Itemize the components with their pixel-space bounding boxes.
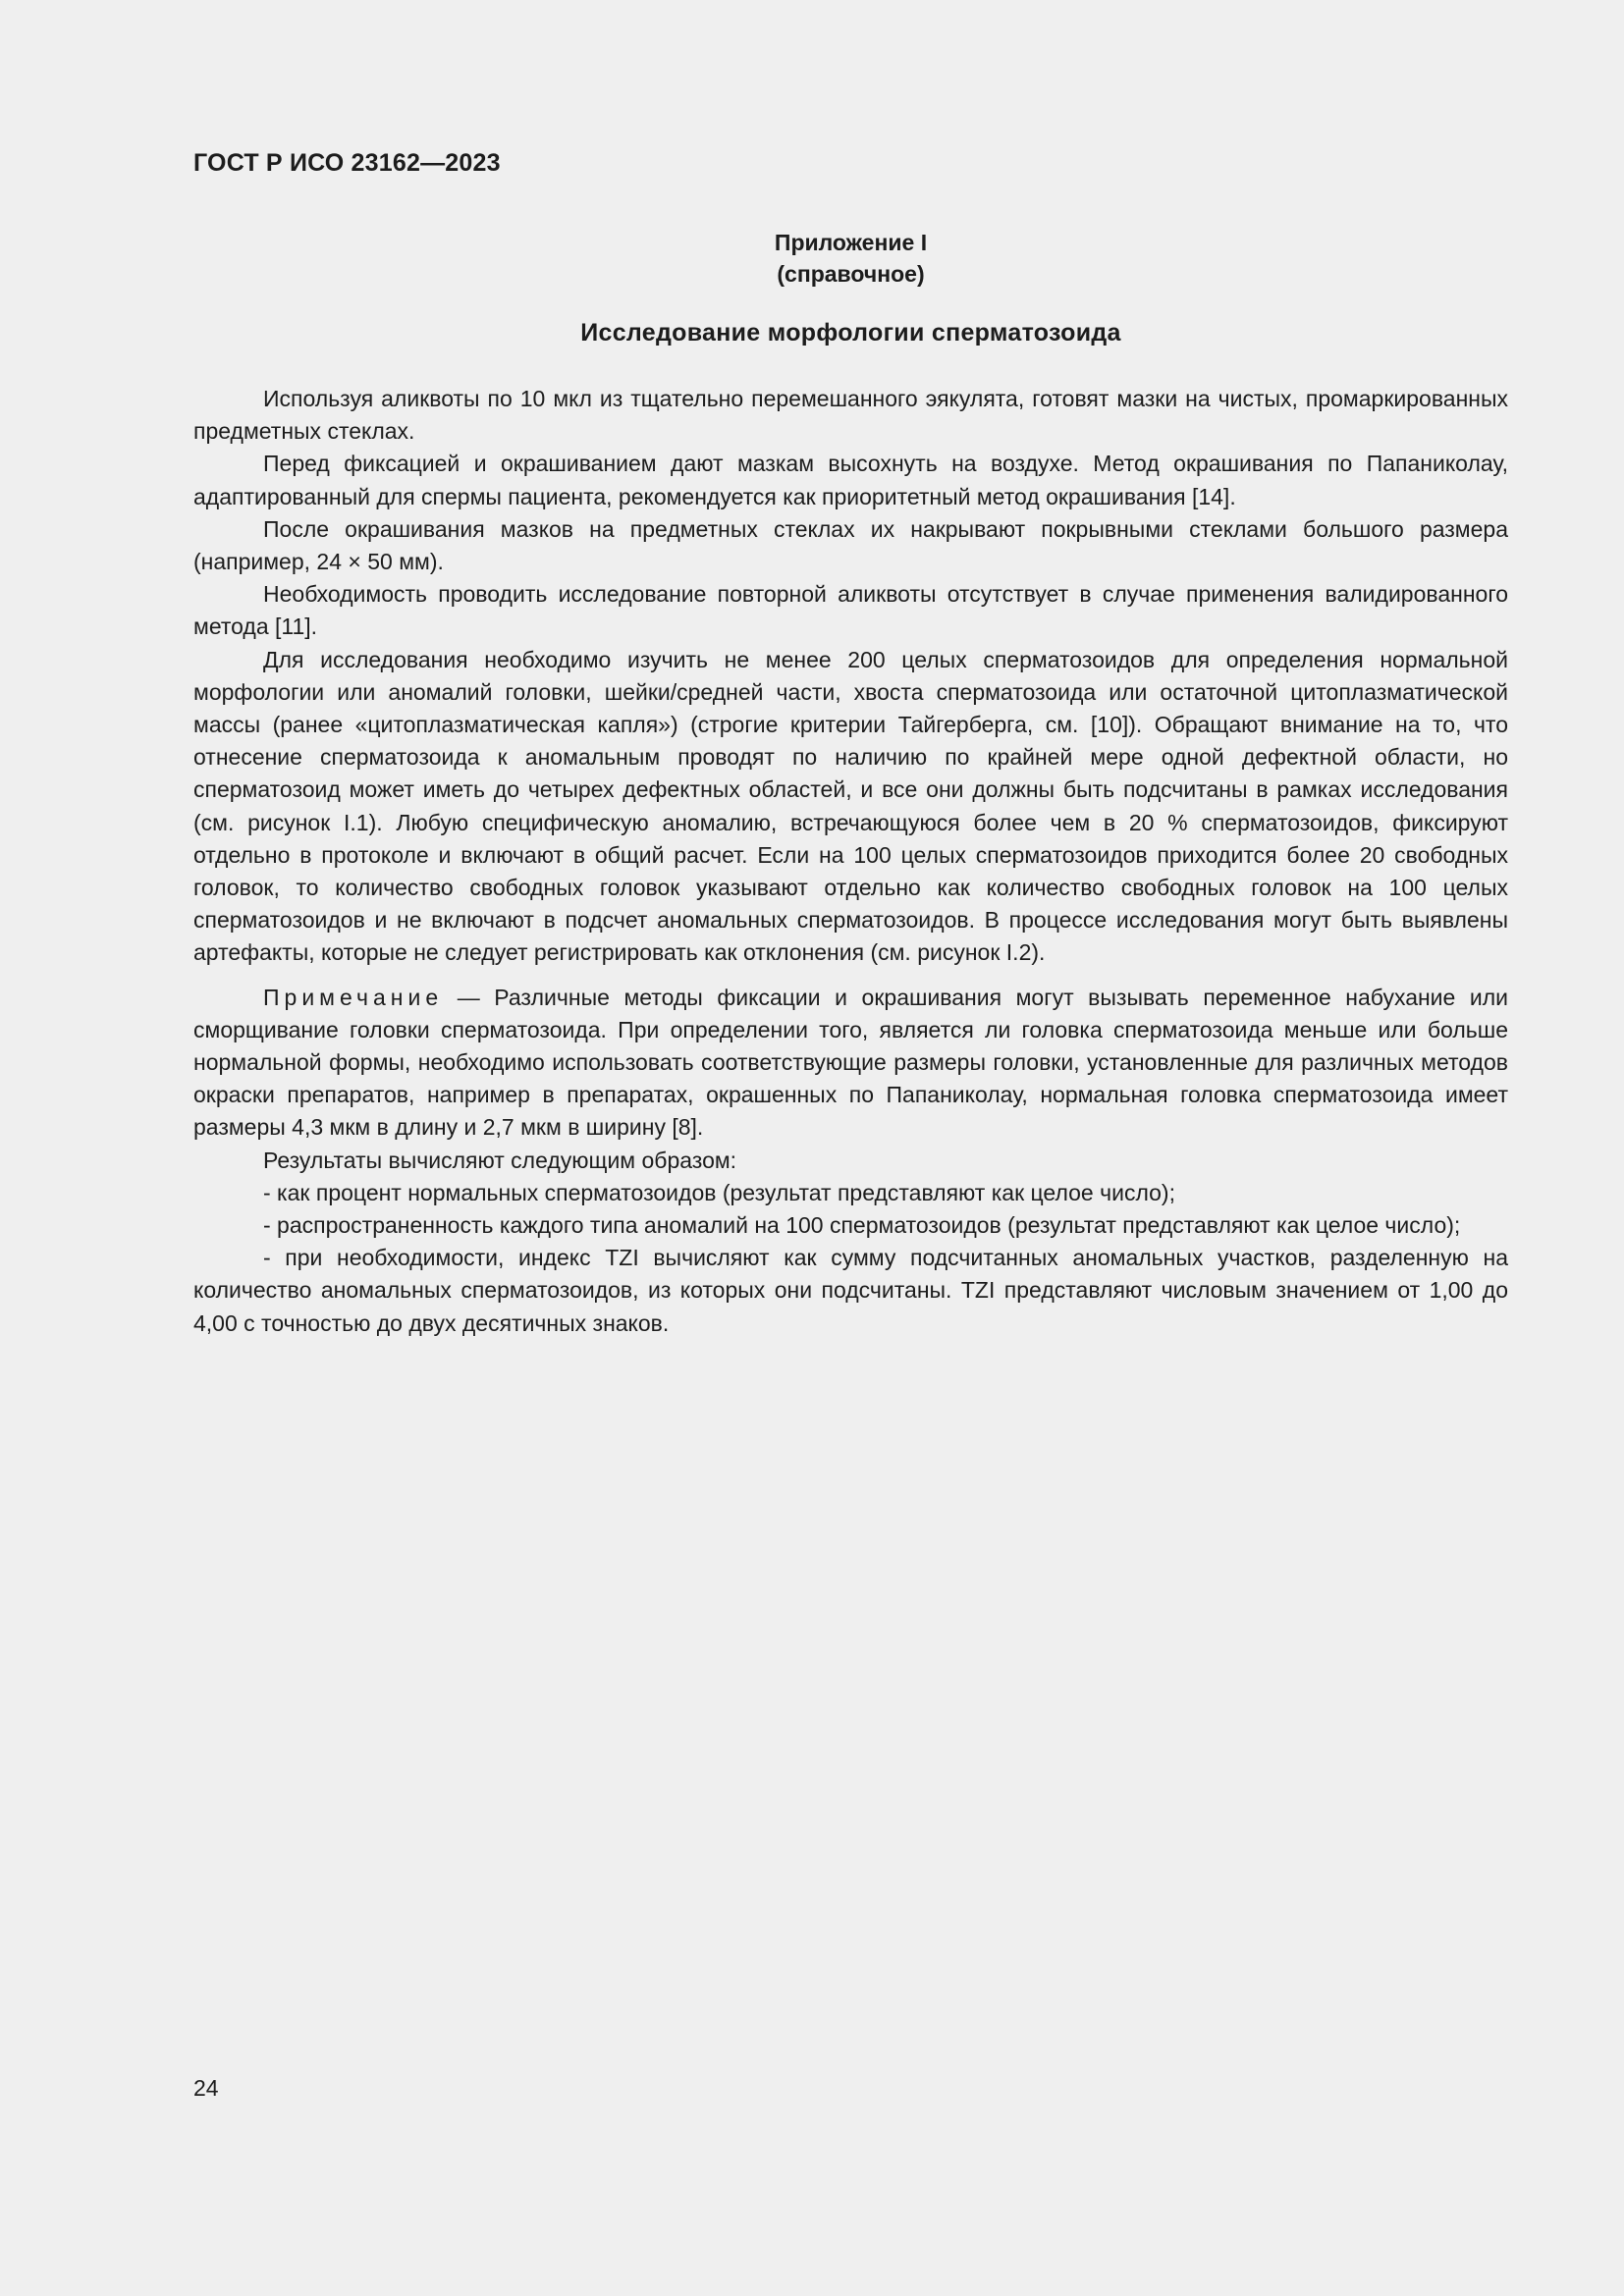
annex-heading (193, 227, 1508, 290)
paragraph: Для исследования необходимо изучить не менее 200 целых сперматозоидов для определения нормальной морфологии или аномалий головки, шейки/средней части, хвоста сперматозоида или остаточной цитоплазматической массы (ранее «цитоплазматическая капля») (строгие критерии Тайгерберга, см. [10]). Обращают внимание на то, что отнесение сперматозоида к аномальным проводят по наличию по крайней мере одной дефектной области, но сперматозоид может иметь до четырех дефектных областей, и все они должны быть подсчитаны в рамках исследования (см. рисунок I.1). Любую специфическую аномалию, встречающуюся более чем в 20 % сперматозоидов, фиксируют отдельно в протоколе и включают в общий расчет. Если на 100 целых сперматозоидов приходится более 20 свободных головок, то количество свободных головок указывают отдельно как количество свободных головок на 100 целых сперматозоидов и не включают в подсчет аномальных сперматозоидов. В процессе исследования могут быть выявлены артефакты, которые не следует регистрировать как отклонения (см. рисунок I.2). (193, 646, 1508, 966)
paragraph: Используя аликвоты по 10 мкл из тщательно перемешанного эякулята, готовят мазки на чистых, промаркированных предметных стеклах. (193, 386, 1508, 445)
results-list-item: - распространенность каждого типа аномалий на 100 сперматозоидов (результат представляют как целое число); (263, 1212, 1461, 1239)
results-intro: Результаты вычисляют следующим образом: (263, 1147, 737, 1173)
annex-status: (справочное) (777, 261, 925, 287)
document-body (193, 383, 1508, 1340)
results-list-item: - при необходимости, индекс TZI вычисляют как сумму подсчитанных аномальных участков, разделенную на количество аномальных сперматозоидов, из которых они подсчитаны. TZI представляют числовым значением от 1,00 до 4,00 с точностью до двух десятичных знаков. (193, 1245, 1508, 1336)
note-paragraph (193, 982, 1508, 1145)
paragraph: После окрашивания мазков на предметных стеклах их накрывают покрывными стеклами большого размера (например, 24 × 50 мм). (193, 515, 1508, 575)
paragraph: Необходимость проводить исследование повторной аликвоты отсутствует в случае применения валидированного метода [11]. (193, 581, 1508, 640)
paragraph: Перед фиксацией и окрашиванием дают мазкам высохнуть на воздухе. Метод окрашивания по Папаниколау, адаптированный для спермы пациента, рекомендуется как приоритетный метод окрашивания [14]. (193, 451, 1508, 509)
section-title: Исследование морфологии сперматозоида (580, 319, 1121, 347)
results-list-item: - как процент нормальных сперматозоидов (результат представляют как целое число); (263, 1179, 1175, 1205)
annex-title: Приложение I (774, 230, 928, 255)
note-label: Примечание (263, 984, 444, 1010)
document-code: ГОСТ Р ИСО 23162—2023 (193, 149, 501, 177)
page-number: 24 (193, 2075, 219, 2101)
note-text: — Различные методы фиксации и окрашивания могут вызывать переменное набухание или сморщивание головки сперматозоида. При определении того, является ли головка сперматозоида меньше или больше нормальной формы, необходимо использовать соответствующие размеры головки, установленные для различных методов окраски препаратов, например в препаратах, окрашенных по Папаниколау, нормальная головка сперматозоида имеет размеры 4,3 мкм в длину и 2,7 мкм в ширину [8]. (193, 984, 1508, 1141)
